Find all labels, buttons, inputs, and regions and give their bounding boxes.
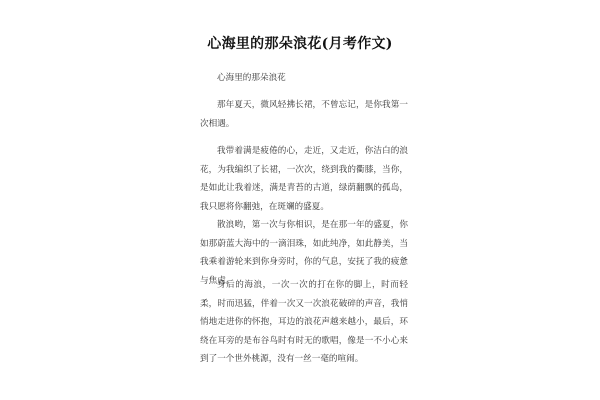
document-title: 心海里的那朵浪花(月考作文) — [207, 36, 393, 52]
paragraph-2: 我带着满是疲倦的心，走近，又走近，你洁白的浪花，为我编织了长裙，一次次，绕到我的衢膝，当你，是如此让我着迷，满是青苔的古道，绿荫翻飘的孤岛，我只愿将你翻弛，在斑斓的盛夏。 — [200, 146, 408, 212]
paragraph-4: 身后的海浪，一次一次的打在你的脚上，时而轻柔，时而迅猛，伴着一次又一次浪花破碎的声音，我悄悄地走进你的怀抱，耳边的浪花声越来越小，最后，环绕在耳旁的是布谷鸟时有时无的歌唱，像是一不小心来到了一个世外桃源，没有一丝一毫的喧闹。 — [200, 280, 408, 364]
essay-heading: 心海里的那朵浪花 — [217, 73, 286, 83]
paragraph-3: 散浪哟，第一次与你相识，是在那一年的盛夏，你如那蔚蓝大海中的一滴泪珠，如此纯净，如此静美，当我乘着游轮来到你身旁时，你的气息，安抚了我的疲惫与焦虑。 — [200, 220, 408, 286]
paragraph-1: 那年夏天，微风轻拂长裙，不曾忘记，是你我第一次相遇。 — [200, 100, 408, 129]
